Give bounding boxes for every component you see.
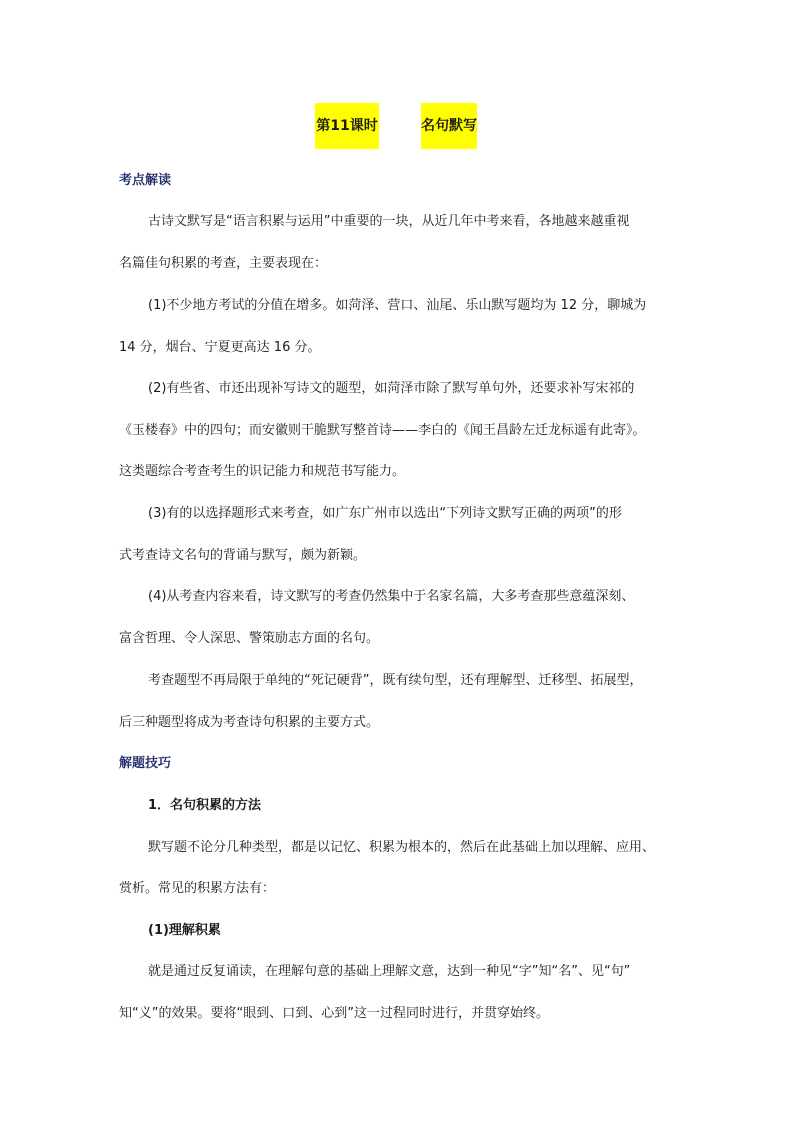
paragraph-line: 《玉楼春》中的四句；而安徽则干脆默写整首诗——李白的《闻王昌龄左迁龙标遥有此寄》。 bbox=[119, 423, 646, 438]
paragraph-line: (3)有的以选择题形式来考查，如广东广州市以选出“下列诗文默写正确的两项”的形 bbox=[148, 506, 622, 521]
paragraph-line: 默写题不论分几种类型，都是以记忆、积累为根本的，然后在此基础上加以理解、应用、 bbox=[148, 840, 656, 855]
lesson-title bbox=[0, 103, 794, 149]
paragraph-line: 后三种题型将成为考查诗句积累的主要方式。 bbox=[119, 715, 380, 730]
lesson-topic-highlight: 名句默写 bbox=[421, 103, 477, 149]
paragraph-line: (4)从考查内容来看，诗文默写的考查仍然集中于名家名篇，大多考查那些意蕴深刻、 bbox=[148, 589, 635, 604]
paragraph-line: (2)有些省、市还出现补写诗文的题型，如菏泽市除了默写单句外，还要求补写宋祁的 bbox=[148, 381, 635, 396]
paragraph-line: 14 分，烟台、宁夏更高达 16 分。 bbox=[119, 340, 321, 355]
subheading-understanding: (1)理解积累 bbox=[148, 923, 221, 938]
paragraph-line: 式考查诗文名句的背诵与默写，颇为新颖。 bbox=[119, 548, 367, 563]
paragraph-line: 赏析。常见的积累方法有： bbox=[119, 881, 276, 896]
paragraph-line: 古诗文默写是“语言积累与运用”中重要的一块，从近几年中考来看，各地越来越重视 bbox=[148, 214, 630, 229]
paragraph-line: 就是通过反复诵读，在理解句意的基础上理解文意，达到一种见“字”知“名”、见“句” bbox=[148, 964, 631, 979]
section-heading-kaodian: 考点解读 bbox=[119, 173, 172, 188]
paragraph-line: 名篇佳句积累的考查，主要表现在： bbox=[119, 256, 328, 271]
paragraph-line: 这类题综合考查考生的识记能力和规范书写能力。 bbox=[119, 464, 406, 479]
subheading-method: 1．名句积累的方法 bbox=[148, 798, 262, 813]
paragraph-line: 知“义”的效果。要将“眼到、口到、心到”这一过程同时进行，并贯穿始终。 bbox=[119, 1006, 549, 1021]
section-heading-jieti: 解题技巧 bbox=[119, 756, 172, 771]
paragraph-line: 考查题型不再局限于单纯的“死记硬背”，既有续句型，还有理解型、迁移型、拓展型， bbox=[148, 673, 643, 688]
paragraph-line: 富含哲理、令人深思、警策励志方面的名句。 bbox=[119, 631, 380, 646]
paragraph-line: (1)不少地方考试的分值在增多。如菏泽、营口、汕尾、乐山默写题均为 12 分，聊城为 bbox=[148, 298, 647, 313]
lesson-number-highlight: 第11课时 bbox=[315, 103, 379, 149]
